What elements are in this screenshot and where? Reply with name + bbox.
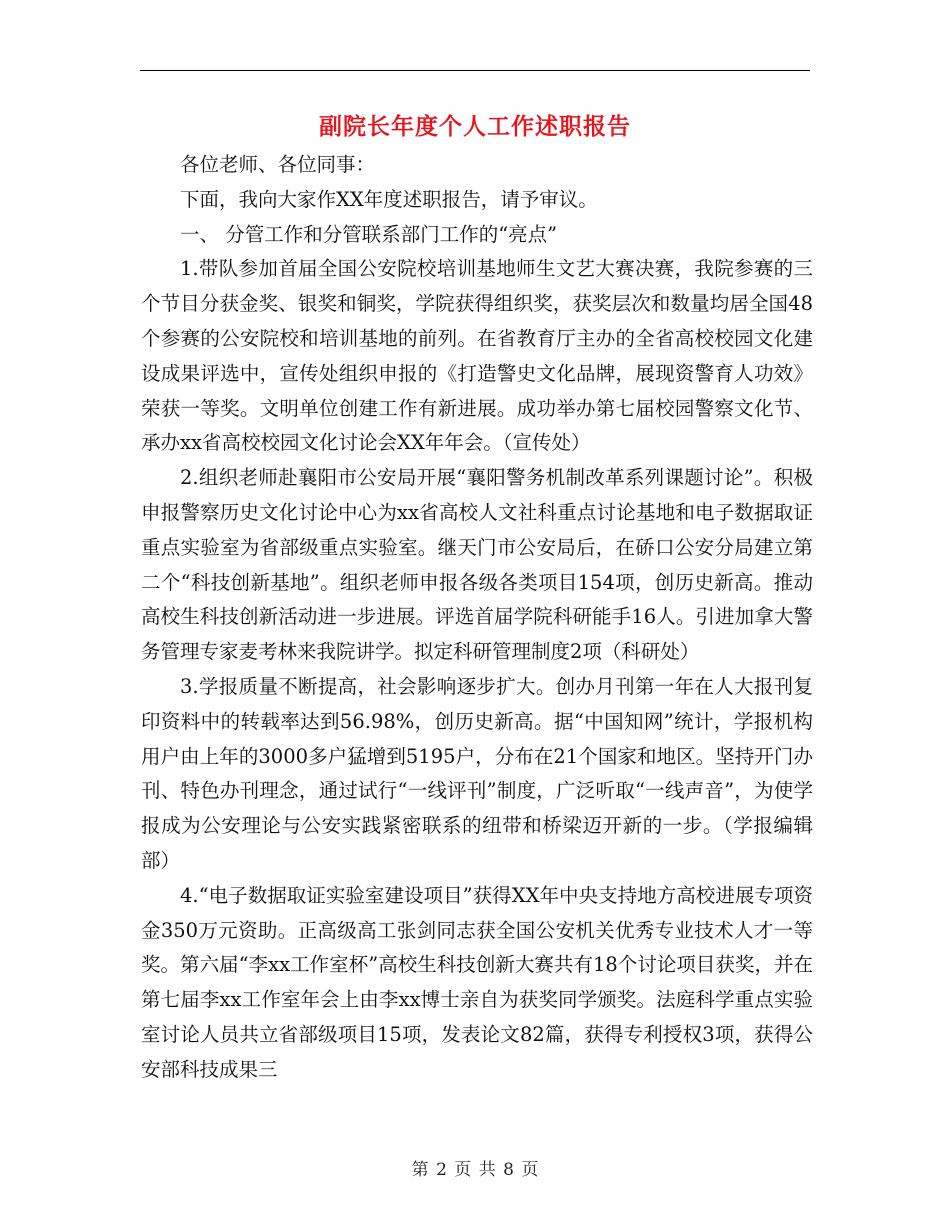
document-title: 副院长年度个人工作述职报告 [319, 113, 631, 140]
section-heading: 一、 分管工作和分管联系部门工作的“亮点” [180, 222, 558, 246]
page-footer: 第 2 页 共 8 页 [411, 1160, 539, 1180]
body-paragraph-3: 3.学报质量不断提高，社会影响逐步扩大。创办月刊第一年在人大报刊复印资料中的转载率达到56.98%，创历史新高。据“中国知网”统计，学报机构用户由上年的3000多户猛增到5195户，分布在21个国家和地区。坚持开门办刊、特色办刊理念，通过试行“一线评刊”制度，广泛听取“一线声音”，为使学报成为公安理论与公安实践紧密联系的纽带和桥梁迈开新的一步。（学报编辑部） [141, 674, 813, 872]
document-body [141, 148, 813, 1088]
body-paragraph-4: 4.“电子数据取证实验室建设项目”获得XX年中央支持地方高校进展专项资金350万元资助。正高级高工张剑同志获全国公安机关优秀专业技术人才一等奖。第六届“李xx工作室杯”高校生科技创新大赛共有18个讨论项目获奖，并在第七届李xx工作室年会上由李xx博士亲自为获奖同学颁奖。法庭科学重点实验室讨论人员共立省部级项目15项，发表论文82篇，获得专利授权3项，获得公安部科技成果三 [141, 883, 813, 1081]
body-paragraph-1: 1.带队参加首届全国公安院校培训基地师生文艺大赛决赛，我院参赛的三个节目分获金奖、银奖和铜奖，学院获得组织奖，获奖层次和数量均居全国48个参赛的公安院校和培训基地的前列。在省教育厅主办的全省高校校园文化建设成果评选中，宣传处组织申报的《打造警史文化品牌，展现资警育人功效》荣获一等奖。文明单位创建工作有新进展。成功举办第七届校园警察文化节、承办xx省高校校园文化讨论会XX年年会。（宣传处） [141, 257, 813, 455]
header-rule [140, 70, 810, 71]
body-paragraph-2: 2.组织老师赴襄阳市公安局开展“襄阳警务机制改革系列课题讨论”。积极申报警察历史文化讨论中心为xx省高校人文社科重点讨论基地和电子数据取证重点实验室为省部级重点实验室。继天门市公安局后，在硚口公安分局建立第二个“科技创新基地”。组织老师申报各级各类项目154项，创历史新高。推动高校生科技创新活动进一步进展。评选首届学院科研能手16人。引进加拿大警务管理专家麦考林来我院讲学。拟定科研管理制度2项（科研处） [141, 466, 813, 664]
intro-paragraph: 下面，我向大家作XX年度述职报告，请予审议。 [180, 187, 598, 211]
greeting-paragraph: 各位老师、各位同事： [180, 153, 376, 176]
